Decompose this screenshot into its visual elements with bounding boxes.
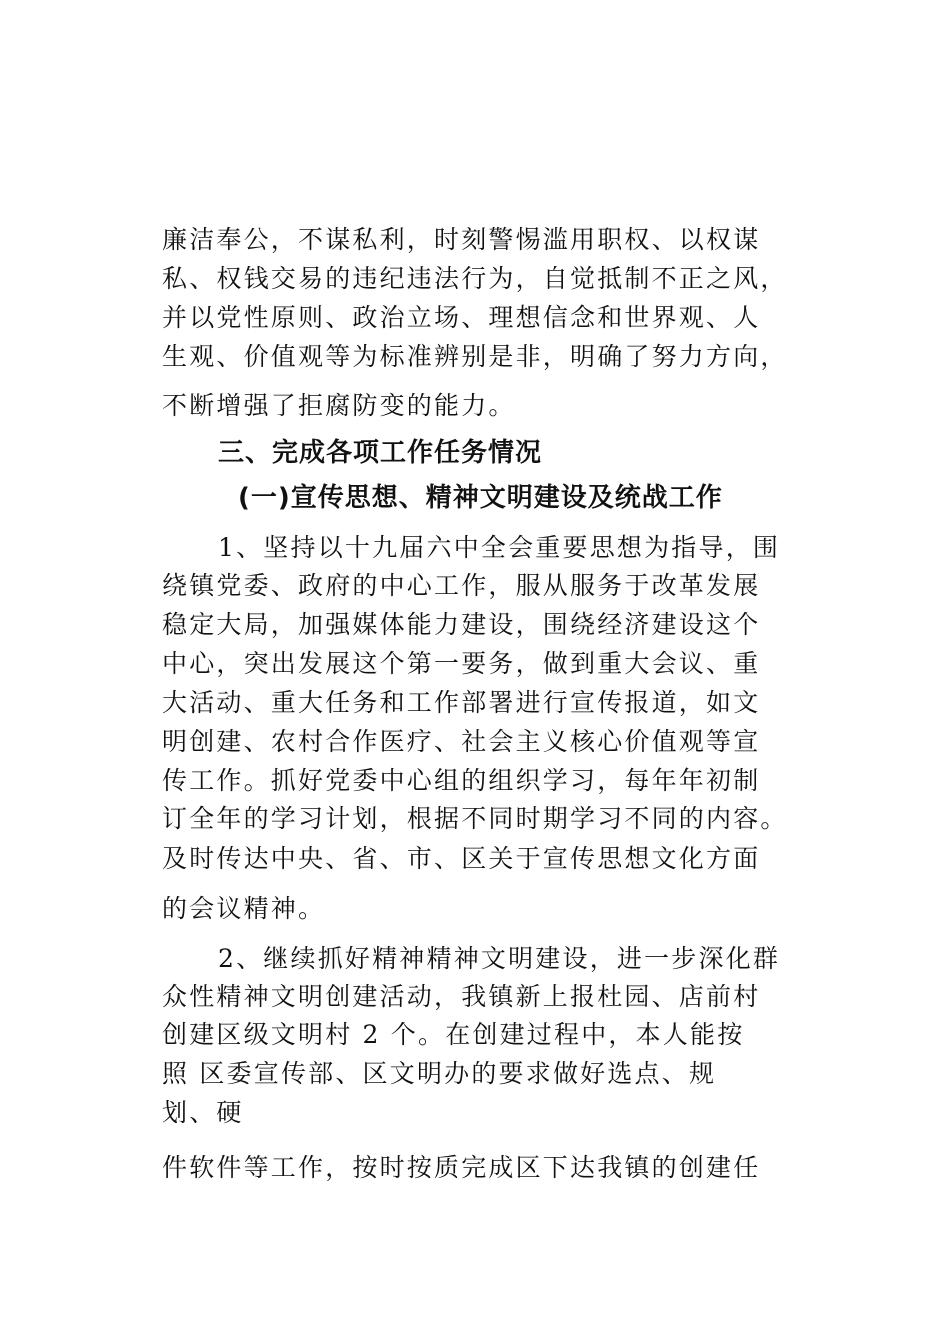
subsection-heading: (一)宣传思想、精神文明建设及统战工作 xyxy=(238,483,723,513)
text-line: 照 区委宣传部、区文明办的要求做好选点、规 xyxy=(162,1059,717,1088)
text-line: 生观、价值观等为标准辨别是非，明确了努力方向， xyxy=(162,342,788,371)
text-line: 稳定大局，加强媒体能力建设，围绕经济建设这个 xyxy=(162,610,761,639)
text-line: 绕镇党委、政府的中心工作，服从服务于改革发展 xyxy=(162,571,761,600)
text-line: 订全年的学习计划，根据不同时期学习不同的内容。 xyxy=(162,804,788,833)
text-line: 创建区级文明村 2 个。在创建过程中，本人能按 xyxy=(162,1020,745,1049)
text-line: 明创建、农村合作医疗、社会主义核心价值观等宣 xyxy=(162,727,761,756)
text-line: 传工作。抓好党委中心组的组织学习，每年年初制 xyxy=(162,766,761,795)
text-line: 的会议精神。 xyxy=(162,894,326,923)
text-line: 1、坚持以十九届六中全会重要思想为指导，围 xyxy=(218,533,781,562)
text-line: 件软件等工作，按时按质完成区下达我镇的创建任 xyxy=(162,1153,761,1182)
text-line: 私、权钱交易的违纪违法行为，自觉抵制不正之风， xyxy=(162,264,788,293)
text-line: 众性精神文明创建活动，我镇新上报杜园、店前村 xyxy=(162,982,761,1011)
text-line: 大活动、重大任务和工作部署进行宣传报道，如文 xyxy=(162,688,761,717)
text-line: 中心，突出发展这个第一要务，做到重大会议、重 xyxy=(162,649,761,678)
text-line: 划、硬 xyxy=(162,1098,244,1127)
text-line: 2、继续抓好精神精神文明建设，进一步深化群 xyxy=(218,944,781,973)
text-line: 廉洁奉公，不谋私利，时刻警惕滥用职权、以权谋 xyxy=(162,225,761,254)
text-line: 并以党性原则、政治立场、理想信念和世界观、人 xyxy=(162,303,761,332)
text-line: 不断增强了拒腐防变的能力。 xyxy=(162,391,516,420)
text-line: 及时传达中央、省、市、区关于宣传思想文化方面 xyxy=(162,844,761,873)
section-heading: 三、完成各项工作任务情况 xyxy=(218,438,543,468)
